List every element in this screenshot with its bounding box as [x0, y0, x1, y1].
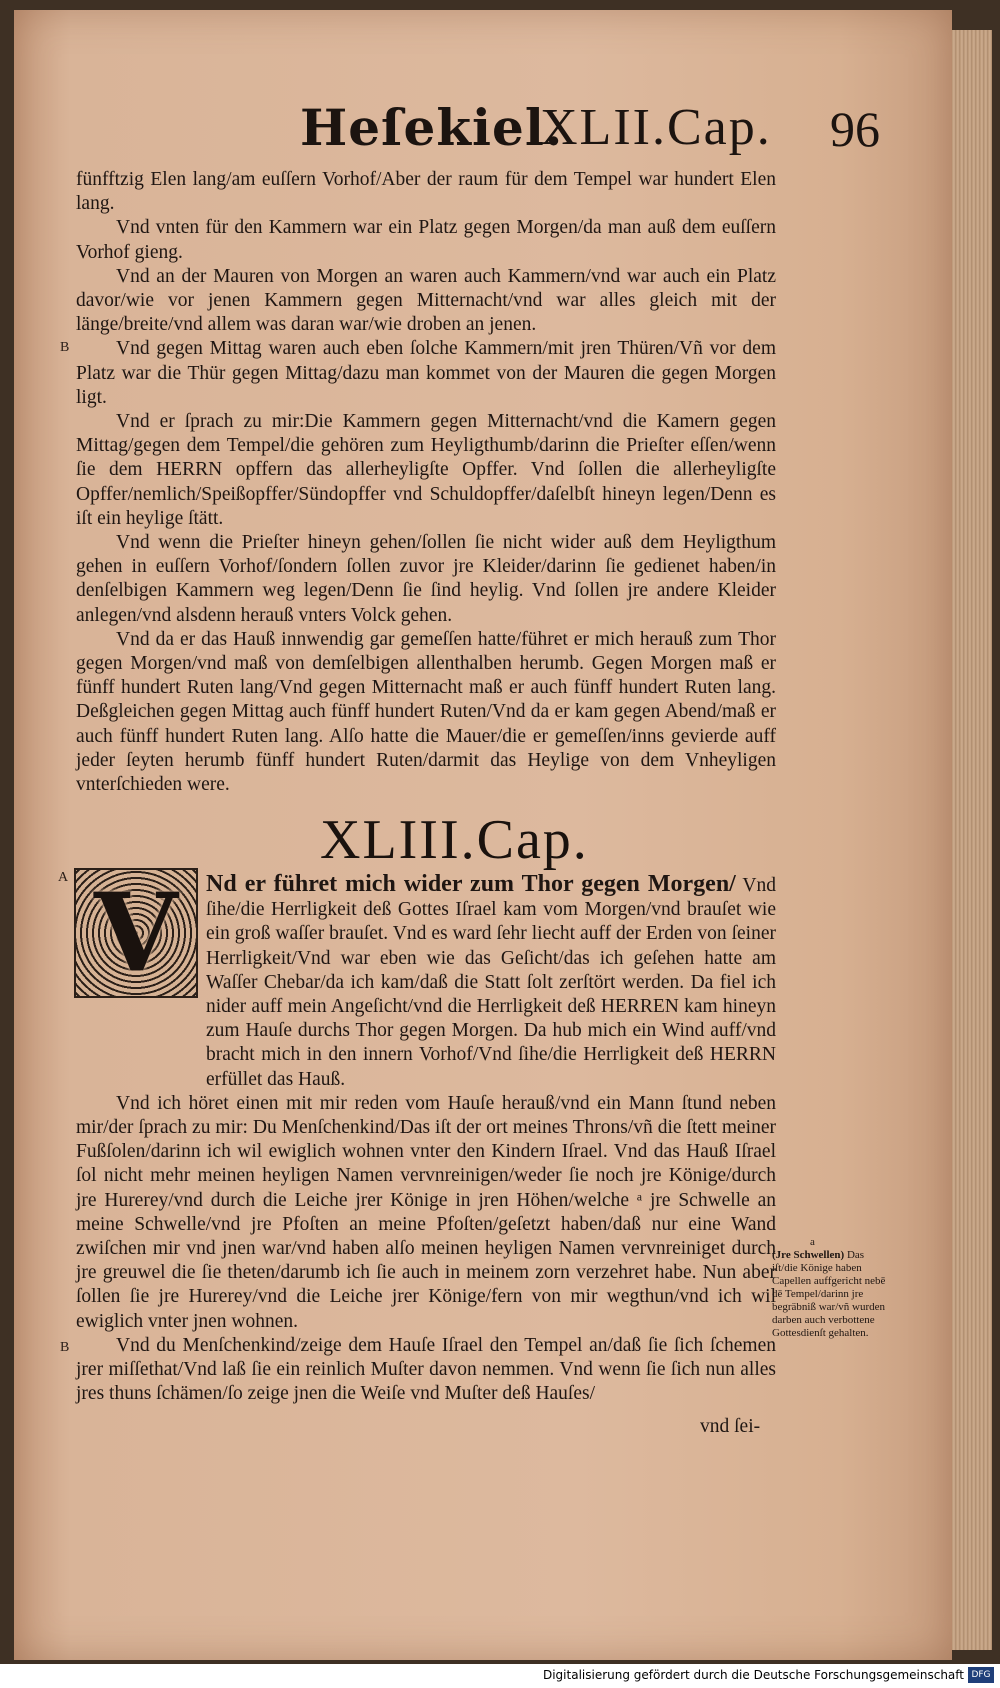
paragraph: Vnd er ſprach zu mir:Die Kammern gegen Mitternacht/vnd die Kamern gegen Mittag/gegen dem Tempel/die gehören zum Heyligthumb/darinn die Prieſter eſſen/wenn ſie dem HERRN opffern das allerheyligſte Opffer. Vnd ſollen die allerheyligſte Opffer/nemlich/Speißopffer/Sündopffer vnd Schuldopffer/daſelbſt hineyn legen/Denn es iſt ein heylige ſtätt. [76, 411, 776, 529]
paragraph: Vnd wenn die Prieſter hineyn gehen/ſollen ſie nicht wider auß dem Heyligthum gehen in euſſern Vorhof/ſondern ſollen zuvor jre Kleider/darinn ſie gedienet haben/in denſelbigen Kammern weg legen/Denn ſie ſind heylig. Vnd ſollen jre andere Kleider anlegen/vnd alsdenn herauß vnters Volck gehen. [76, 532, 776, 626]
paragraph: Vnd gegen Mittag waren auch eben ſolche Kammern/mit jren Thüren/Vñ vor dem Platz war die Thür gegen Mittag/dazu man kommet von der Mauren die gegen Morgen ligt. [76, 338, 776, 408]
paragraph: fünfftzig Elen lang/am euſſern Vorhof/Aber der raum für dem Tempel war hundert Elen lang. [76, 169, 776, 215]
opening-lead: Nd er führet mich wider zum Thor gegen Morgen/ [206, 871, 736, 897]
note-heading: (Jre Schwellen) [772, 1249, 845, 1261]
paragraph: Vnd ich höret einen mit mir reden vom Hauſe herauß/vnd ein Mann ſtund neben mir/der ſprach zu mir: Du Menſchenkind/Das iſt der ort meines Throns/vñ die ſtett meiner Fußſolen/darinn ich wil ewiglich wohnen vnter den Kindern Iſrael. Vnd das Hauß Iſrael ſol nicht mehr meinen heyligen Namen vervnreinigen/weder ſie noch jre Könige/durch jre Hurerey/vnd durch die Leiche jrer Könige in jren Höhen/welche ᵃ jre Schwelle an meine Schwelle/vnd jre Pfoſten an meine Pfoſten/geſetzt haben/daß nur eine Wand zwiſchen mir vnd jnen war/vnd haben alſo meinen heyligen Namen vervnreiniget durch jre greuwel die ſie theten/darumb ich ſie auch in meinem zorn verzehret habe. Nun aber ſollen ſie jre Hurerey/vnd die Leiche jrer Könige/fern von mir wegthun/vnd ich wil ewiglich vnter jnen wohnen. [76, 1092, 776, 1332]
paragraph: Vnd du Menſchenkind/zeige dem Hauſe Iſrael den Tempel an/daß ſie ſich ſchemen jrer miſſethat/Vnd laß ſie ein reinlich Muſter davon nemmen. Vnd wenn ſie ſich nun alles jres thuns ſchämen/ſo zeige jnen die Weiſe vnd Muſter deß Hauſes/ [76, 1334, 776, 1405]
chapter-title: XLIII.Cap. [320, 809, 589, 871]
catchword: vnd ſei- [700, 1416, 761, 1437]
running-head-chapter: XLII.Cap. [540, 99, 772, 156]
note-text: Das iſt/die Könige haben Capellen auffgericht nebē dē Tempel/darinn jre begräbniß war/vñ wurden darben auch verbottene Gottesdienſt gehalten. [772, 1249, 886, 1339]
page-edge [952, 30, 992, 1650]
opening-paragraph [76, 872, 776, 1092]
chapter-42-text [76, 168, 776, 797]
margin-letter-a: A [58, 870, 69, 885]
funding-notice: Digitalisierung gefördert durch die Deutsche Forschungsgemeinschaft [542, 1668, 964, 1682]
paragraph: Vnd vnten für den Kammern war ein Platz gegen Morgen/da man auß dem euſſern Vorhof gieng. [76, 217, 776, 263]
opening-rest: Vnd ſihe/die Herrligkeit deß Gottes Iſrael kam vom Morgen/vnd brauſet wie ein groß waſſer brauſet. Vnd es ward ſehr liecht auff der Erden von ſeiner Herrligkeit/Vnd war eben wie das Geſicht/das ich geſehen hatte am Waſſer Chebar/da ich kam/daß die Statt ſolt zerſtört werden. Da fiel ich nider auff mein Angeſicht/vnd die Herrligkeit deß HERREN kam hineyn zum Hauſe durchs Thor gegen Morgen. Da hub mich ein Wind auff/vnd bracht mich in den innern Vorhof/Vnd ſihe/die Herrligkeit deß HERRN erfüllet das Hauß. [206, 875, 776, 1090]
note-mark: a [810, 1236, 815, 1248]
margin-letter-b: B [60, 340, 70, 355]
footer-bar [0, 1664, 1000, 1688]
running-head-book: Heſekiel. [300, 98, 564, 157]
running-head [300, 98, 900, 168]
dfg-logo: DFG [968, 1667, 994, 1683]
paragraph: Vnd da er das Hauß innwendig gar gemeſſen hatte/führet er mich herauß zum Thor gegen Morgen/vnd maß von demſelbigen allenthalben herumb. Gegen Morgen maß er fünff hundert Ruten lang/Vnd gegen Mitternacht maß er auch fünff hundert Ruten lang. Deßgleichen gegen Mittag auch fünff hundert Ruten/Vnd da er kam gegen Abend/maß er auch fünff hundert Ruten lang. Alſo hatte die Mauer/die er gemeſſen/inns gevierde auff jeder ſeyten herumb fünff hundert Ruten/darmit das Heylige von dem Vnheyligen vnterſchieden were. [76, 628, 776, 796]
margin-letter-b2: B [60, 1340, 70, 1355]
chapter-43-text [76, 872, 776, 1406]
initial-letter: V [94, 870, 178, 996]
marginal-note [772, 1236, 890, 1340]
folio-number: 96 [830, 101, 880, 157]
paragraph: Vnd an der Mauren von Morgen an waren auch Kammern/vnd war auch ein Platz davor/wie vor jenen Kammern gegen Mitternacht/vnd war alles gleich mit der länge/breite/vnd allem was daran war/wie droben an jenen. [76, 265, 776, 336]
